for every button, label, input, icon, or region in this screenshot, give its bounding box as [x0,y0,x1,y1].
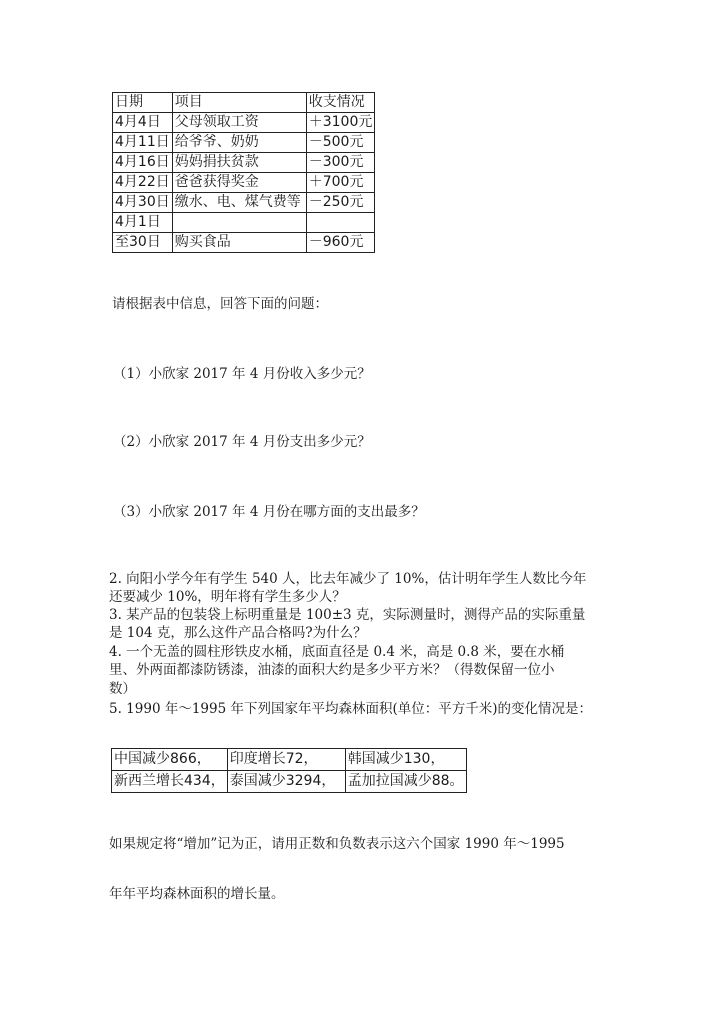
cell-amount: －960元 [306,233,375,253]
cell-item: 父母领取工资 [172,113,306,133]
cell-item: 给爷爷、奶奶 [172,133,306,153]
problem-3-line-1: 3. 某产品的包装袋上标明重量是 100±3 克，实际测量时，测得产品的实际重量 [109,607,586,623]
table-row [113,213,375,233]
table-cell: 新西兰增长434， [112,771,228,793]
question-2: （2）小欣家 2017 年 4 月份支出多少元？ [113,434,371,450]
table-row [113,113,375,133]
table-header-row [113,93,375,113]
table-row [113,173,375,193]
cell-date: 4月30日 [113,193,173,213]
cell-amount: ＋700元 [306,173,375,193]
final-question-line-2: 年年平均森林面积的增长量。 [109,886,285,902]
table-row [112,771,467,793]
problem-4-line-3: 数） [109,681,136,697]
cell-item: 购买食品 [172,233,306,253]
table-row [113,193,375,213]
question-3: （3）小欣家 2017 年 4 月份在哪方面的支出最多？ [113,504,425,520]
table-cell: 中国减少866， [112,749,228,771]
cell-date: 4月11日 [113,133,173,153]
problem-5-line-1: 5. 1990 年～1995 年下列国家年平均森林面积(单位：平方千米)的变化情况是： [109,701,592,717]
header-amount: 收支情况 [306,93,375,113]
table-row [112,749,467,771]
cell-amount: －300元 [306,153,375,173]
header-date: 日期 [113,93,173,113]
problem-2-line-2: 还要减少 10%，明年将有学生多少人？ [109,589,346,605]
header-item: 项目 [172,93,306,113]
problem-2-line-1: 2. 向阳小学今年有学生 540 人，比去年减少了 10%，估计明年学生人数比今年 [109,571,587,587]
question-1: （1）小欣家 2017 年 4 月份收入多少元？ [113,366,371,382]
table-row [113,133,375,153]
table-cell: 孟加拉国减少88。 [345,771,466,793]
table-cell: 印度增长72， [227,749,345,771]
cell-date: 至30日 [113,233,173,253]
cell-item: 妈妈捐扶贫款 [172,153,306,173]
cell-item [172,213,306,233]
income-expense-table [112,92,375,253]
table-row [113,233,375,253]
problem-4-line-2: 里、外两面都漆防锈漆，油漆的面积大约是多少平方米？（得数保留一位小 [109,662,555,678]
problem-3-line-2: 是 104 克，那么这件产品合格吗?为什么？ [109,625,367,641]
problem-4-line-1: 4. 一个无盖的圆柱形铁皮水桶，底面直径是 0.4 米，高是 0.8 米，要在水桶 [109,644,565,660]
cell-amount: －500元 [306,133,375,153]
final-question-line-1: 如果规定将“增加”记为正，请用正数和负数表示这六个国家 1990 年～1995 [109,836,565,852]
cell-date: 4月1日 [113,213,173,233]
table-cell: 泰国减少3294， [227,771,345,793]
cell-item: 缴水、电、煤气费等 [172,193,306,213]
cell-amount: －250元 [306,193,375,213]
cell-item: 爸爸获得奖金 [172,173,306,193]
cell-amount: ＋3100元 [306,113,375,133]
cell-date: 4月22日 [113,173,173,193]
forest-area-table [111,748,467,793]
cell-date: 4月16日 [113,153,173,173]
cell-amount [306,213,375,233]
table-cell: 韩国减少130， [345,749,466,771]
intro-text: 请根据表中信息，回答下面的问题： [112,296,328,312]
table-row [113,153,375,173]
cell-date: 4月4日 [113,113,173,133]
